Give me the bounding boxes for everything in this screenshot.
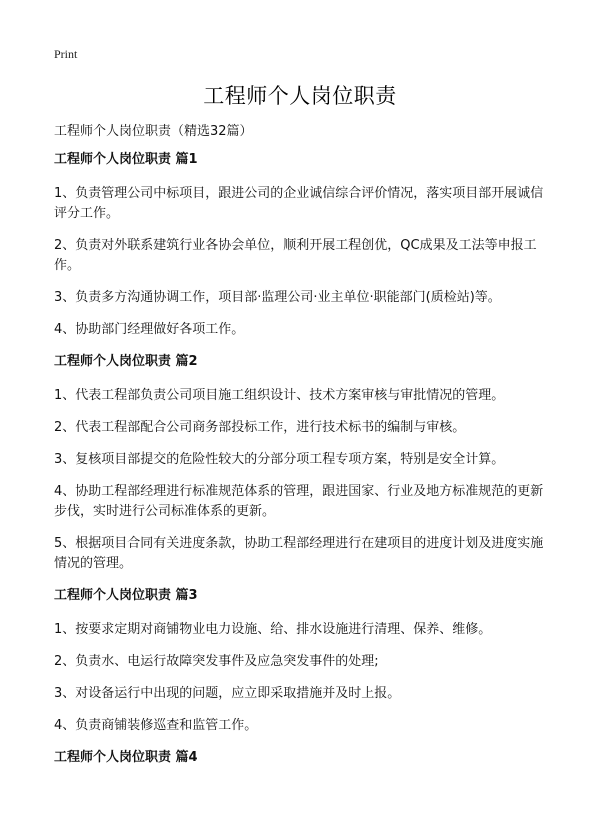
paragraph: 1、负责管理公司中标项目，跟进公司的企业诚信综合评价情况，落实项目部开展诚信评分工作。 bbox=[54, 186, 544, 221]
section-heading: 工程师个人岗位职责 篇1 bbox=[54, 152, 198, 167]
document-title: 工程师个人岗位职责 bbox=[203, 84, 397, 108]
paragraph: 5、根据项目合同有关进度条款，协助工程部经理进行在建项目的进度计划及进度实施情况的管理。 bbox=[54, 536, 544, 571]
paragraph: 2、负责水、电运行故障突发事件及应急突发事件的处理; bbox=[54, 654, 379, 669]
document-body bbox=[54, 150, 554, 782]
paragraph: 4、负责商铺装修巡查和监管工作。 bbox=[54, 718, 258, 733]
section-2 bbox=[54, 352, 554, 574]
paragraph: 3、复核项目部提交的危险性较大的分部分项工程专项方案，特别是安全计算。 bbox=[54, 452, 505, 467]
section-heading: 工程师个人岗位职责 篇4 bbox=[54, 750, 198, 765]
paragraph: 3、负责多方沟通协调工作，项目部·监理公司·业主单位·职能部门(质检站)等。 bbox=[54, 290, 501, 305]
paragraph: 3、对设备运行中出现的问题，应立即采取措施并及时上报。 bbox=[54, 686, 401, 701]
section-heading: 工程师个人岗位职责 篇3 bbox=[54, 588, 198, 603]
paragraph: 4、协助工程部经理进行标准规范体系的管理，跟进国家、行业及地方标准规范的更新步伐，实时进行公司标准体系的更新。 bbox=[54, 484, 544, 519]
section-3 bbox=[54, 586, 554, 736]
paragraph: 1、按要求定期对商铺物业电力设施、给、排水设施进行清理、保养、维修。 bbox=[54, 622, 492, 637]
paragraph: 4、协助部门经理做好各项工作。 bbox=[54, 322, 245, 337]
section-heading: 工程师个人岗位职责 篇2 bbox=[54, 354, 198, 369]
document-subtitle: 工程师个人岗位职责（精选32篇） bbox=[54, 124, 253, 139]
section-1 bbox=[54, 150, 554, 340]
section-4 bbox=[54, 748, 554, 768]
paragraph: 2、负责对外联系建筑行业各协会单位，顺利开展工程创优，QC成果及工法等申报工作。 bbox=[54, 238, 537, 273]
print-label: Print bbox=[54, 47, 78, 61]
paragraph: 1、代表工程部负责公司项目施工组织设计、技术方案审核与审批情况的管理。 bbox=[54, 388, 505, 403]
paragraph: 2、代表工程部配合公司商务部投标工作，进行技术标书的编制与审核。 bbox=[54, 420, 466, 435]
